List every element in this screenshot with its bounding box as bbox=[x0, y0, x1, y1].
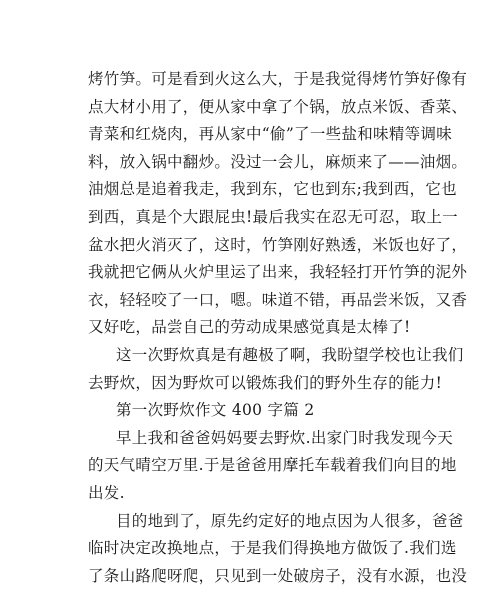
paragraph-start-line: 早上我和爸爸妈妈要去野炊.出家门时我发现今天 bbox=[116, 428, 454, 447]
text-line: 料，放入锅中翻炒。没过一会儿，麻烦来了——油烟。 bbox=[88, 152, 468, 171]
text-line: 盆水把火消灭了，这时，竹笋刚好熟透，米饭也好了， bbox=[88, 235, 468, 254]
text-line: 青菜和红烧肉，再从家中“偷”了一些盐和味精等调味 bbox=[88, 125, 453, 144]
text-line: 我就把它俩从火炉里运了出来，我轻轻打开竹笋的泥外 bbox=[88, 263, 468, 282]
text-line: 衣，轻轻咬了一口，嗯。味道不错，再品尝米饭，又香 bbox=[88, 290, 468, 309]
text-line: 临时决定改换地点，于是我们得换地方做饭了.我们选 bbox=[88, 539, 457, 558]
text-line: 出发. bbox=[88, 483, 125, 502]
text-line: 点大材小用了，便从家中拿了个锅，放点米饭、香菜、 bbox=[88, 97, 468, 116]
paragraph-start-line: 目的地到了，原先约定好的地点因为人很多，爸爸 bbox=[116, 511, 464, 530]
section-heading: 第一次野炊作文 400 字篇 2 bbox=[116, 401, 315, 420]
text-line: 的天气晴空万里.于是爸爸用摩托车载着我们向目的地 bbox=[88, 456, 457, 475]
text-line: 又好吃，品尝自己的劳动成果感觉真是太棒了! bbox=[88, 318, 411, 337]
text-line: 到西，真是个大跟屁虫!最后我实在忍无可忍，取上一 bbox=[88, 207, 458, 226]
text-line: 油烟总是追着我走，我到东，它也到东;我到西，它也 bbox=[88, 180, 457, 199]
text-line: 烤竹笋。可是看到火这么大，于是我觉得烤竹笋好像有 bbox=[88, 70, 468, 88]
paragraph-start-line: 这一次野炊真是有趣极了啊，我盼望学校也让我们 bbox=[116, 345, 464, 364]
article-body bbox=[88, 66, 468, 590]
text-line: 去野炊，因为野炊可以锻炼我们的野外生存的能力! bbox=[88, 373, 443, 392]
text-line: 了条山路爬呀爬，只见到一处破房子，没有水源，也没 bbox=[88, 566, 468, 585]
